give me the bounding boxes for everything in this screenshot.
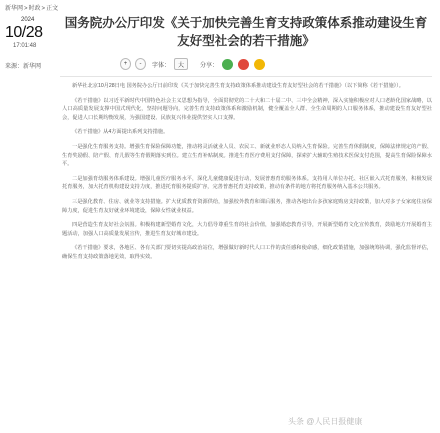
publish-time: 17:01:48 [13,43,37,49]
paragraph: 《若干措施》从4方面提出系列支持措施。 [72,129,169,136]
paragraph: 《若干措施》以习近平新时代中国特色社会主义思想为指导，全面贯彻党的二十大和二十届二中、三中全会精神，深入实施积极应对人口老龄化国家战略，以人口高质量发展支撑中国式现代化，坚持问题导向，完善生育支持政策体系和激励机制，健全覆盖全人群、全生命周期的人口服务体系，推动建设生育友好型社会，促进人口长期均衡发展，为强国建设、民族复兴伟业提供坚实人口支撑。 [62,97,432,121]
breadcrumb-separator: > [41,6,46,12]
zoom-out-button[interactable]: - [135,58,146,70]
publish-month-day: 10/28 [5,24,43,41]
font-large-button[interactable]: 大 [174,58,188,70]
qzone-icon[interactable] [254,59,265,70]
paragraph: 一是强化生育服务支持。增强生育保险保障功能，推动将灵活就业人员、农民工、新就业形态人员纳入生育保险。完善生育休假制度，保障法律规定的产假、生育奖励假、陪产假、育儿假等生育假期落实到位。建立生育补贴制度。推进生育医疗费用支付保障，探索扩大辅助生殖技术医保支付范围，提高生育保险保障水平。 [62,143,432,168]
share-label: 分享： [200,62,219,69]
paragraph: 二是加强育幼服务体系建设。增强儿童医疗服务水平，深化儿童健康促进行动，发展普惠育幼服务体系。支持用人单位办托、社区嵌入式托育服务，积极发展托育服务，加大托育机构建设支持力度，推进托育服务提质扩容，完善普惠托育支持政策，推动有条件的地方将托育服务纳入基本公共服务。 [62,175,432,191]
zoom-in-button[interactable]: + [120,58,131,70]
breadcrumb-separator: > [24,6,28,12]
wechat-icon[interactable] [222,59,233,70]
font-size-label: 字体： [152,62,171,69]
publish-year: 2024 [21,17,35,23]
paragraph: 三是强化教育、住房、就业等支持措施。扩大优质教育资源供给，加强校外教育和课后服务，推动各地出台多孩家庭购房支持政策，加大对多子女家庭住房保障力度，促进生育友好就业环境建设，保障女性就业权益。 [62,198,432,214]
title-divider [60,76,432,77]
paragraph: 四是营造生育友好社会氛围。积极构建新型婚育文化，大力倡导尊重生育的社会价值，加强婚恋教育引导，开展新型婚育文化宣传教育，鼓励地方开展婚育主题活动，加强人口高质量发展宣传，推进生育友好城市建设。 [62,222,432,237]
article-body [62,82,432,268]
breadcrumb [5,3,58,12]
watermark: 头条 @人民日报健康 [288,417,363,426]
paragraph: 《若干措施》要求，各地区、各有关部门要切实提高政治站位，增强做好新时代人口工作的责任感和使命感，细化政策措施，加强统筹协调，强化监督评估，确保生育支持政策落地见效，取得实效。 [62,245,432,260]
article-source: 来源：新华网 [5,64,42,70]
breadcrumb-item-section[interactable]: 时政 [28,6,41,12]
article-title: 国务院办公厅印发《关于加快完善生育支持政策体系推动建设生育友好型社会的若干措施》 [64,15,428,48]
weibo-icon[interactable] [238,59,249,70]
breadcrumb-item-site[interactable]: 新华网 [5,6,24,12]
publish-date [5,17,47,49]
breadcrumb-item-current: 正文 [46,6,59,12]
article-toolbar [120,57,270,71]
paragraph: 新华社北京10月28日电 国务院办公厅日前印发《关于加快完善生育支持政策体系推动建设生育友好型社会的若干措施》（以下简称《若干措施》）。 [72,83,404,89]
